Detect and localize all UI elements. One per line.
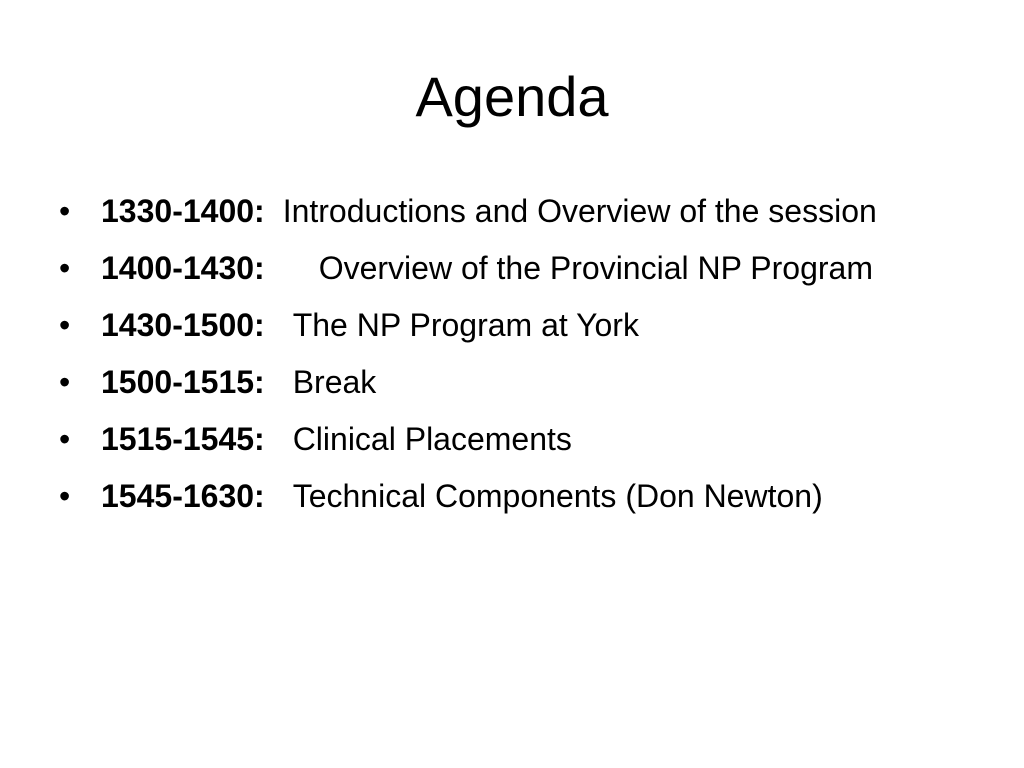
agenda-description: The NP Program at York <box>292 307 639 343</box>
agenda-description: Break <box>292 364 377 400</box>
bullet-icon: • <box>59 193 71 229</box>
agenda-description: Overview of the Provincial NP Program <box>318 250 873 286</box>
agenda-description: Clinical Placements <box>292 421 572 457</box>
agenda-time: 1545-1630: <box>101 478 265 514</box>
slide-title: Agenda <box>415 65 609 128</box>
agenda-item-1430 <box>56 302 956 348</box>
agenda-description: Introductions and Overview of the session <box>282 193 877 229</box>
agenda-time: 1430-1500: <box>101 307 265 343</box>
agenda-time: 1500-1515: <box>101 364 265 400</box>
agenda-item-1545 <box>56 473 956 519</box>
agenda-item-1400 <box>56 245 956 291</box>
agenda-time: 1515-1545: <box>101 421 265 457</box>
agenda-description: Technical Components (Don Newton) <box>292 478 823 514</box>
agenda-list <box>56 188 956 530</box>
bullet-icon: • <box>59 478 71 514</box>
agenda-item-1330 <box>56 188 956 234</box>
agenda-time: 1400-1430: <box>101 250 265 286</box>
bullet-icon: • <box>59 307 71 343</box>
agenda-item-1500 <box>56 359 956 405</box>
agenda-time: 1330-1400: <box>101 193 265 229</box>
bullet-icon: • <box>59 250 71 286</box>
bullet-icon: • <box>59 421 71 457</box>
agenda-item-1515 <box>56 416 956 462</box>
bullet-icon: • <box>59 364 71 400</box>
